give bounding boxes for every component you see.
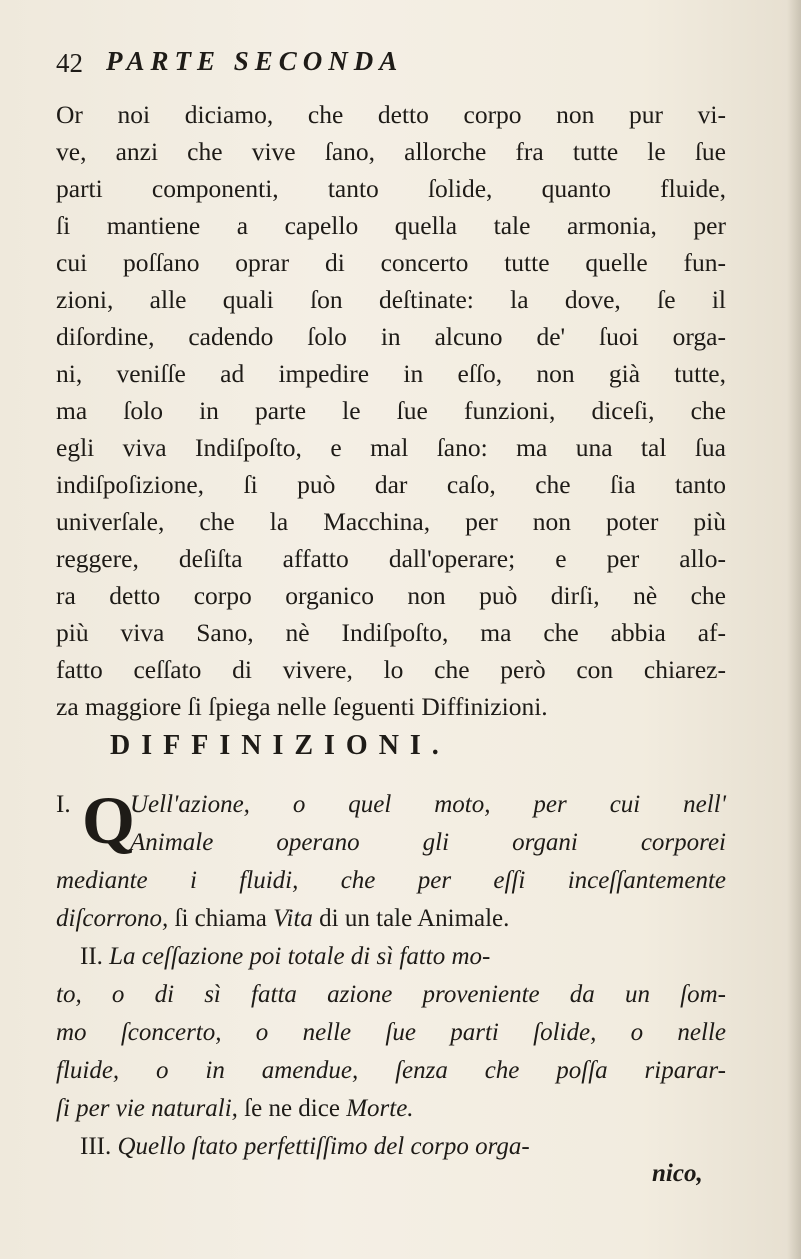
definition-text: diſcorrono, — [56, 905, 169, 932]
definitions-list — [56, 782, 726, 1166]
definition-text: La ceſſazione poi totale di sì fatto mo- — [109, 943, 491, 970]
definition-term: Vita — [273, 905, 313, 932]
definition-line: Animale operano gli organi corporei — [130, 829, 726, 856]
running-head: PARTE SECONDA — [106, 46, 404, 76]
text-line: più viva Sano, nè Indiſpoſto, ma che abbia af- — [56, 618, 726, 647]
definition-line — [56, 900, 726, 938]
definition-number: I. — [56, 791, 71, 818]
text-line: zioni, alle quali ſon deſtinate: la dove, ſe il — [56, 285, 726, 314]
text-line: indiſpoſizione, ſi può dar caſo, che ſia tanto — [56, 470, 726, 499]
definition-text: ſi per vie naturali, — [56, 1095, 238, 1122]
definition-text: ſi chiama — [168, 905, 274, 932]
catchword: nico, — [652, 1160, 703, 1187]
page-header — [56, 44, 696, 84]
definition-line — [56, 938, 726, 976]
definition-text: ſe ne dice — [237, 1095, 347, 1122]
text-line: univerſale, che la Macchina, per non poter più — [56, 507, 726, 536]
text-line: reggere, deſiſta affatto dall'operare; e per allo- — [56, 544, 726, 573]
text-line: diſordine, cadendo ſolo in alcuno de' ſuoi orga- — [56, 322, 726, 351]
definition-line — [56, 1128, 726, 1166]
definition-text: di un tale Animale. — [312, 905, 510, 932]
drop-cap: Q — [82, 782, 135, 858]
section-title: DIFFINIZIONI. — [110, 730, 450, 761]
text-line: ma ſolo in parte le ſue funzioni, diceſi, che — [56, 396, 726, 425]
text-line: parti componenti, tanto ſolide, quanto fluide, — [56, 174, 726, 203]
definition-term: Morte. — [346, 1095, 414, 1122]
text-line: ſi mantiene a capello quella tale armonia, per — [56, 211, 726, 240]
page-number: 42 — [56, 48, 83, 78]
text-line: ve, anzi che vive ſano, allorche fra tutte le ſue — [56, 137, 726, 166]
definition-line: mediante i fluidi, che per eſſi inceſſantemente — [56, 867, 726, 894]
definition-line: fluide, o in amendue, ſenza che poſſa riparar- — [56, 1057, 726, 1084]
main-paragraph — [56, 96, 726, 725]
text-line: ra detto corpo organico non può dirſi, nè che — [56, 581, 726, 610]
definition-1 — [56, 782, 726, 900]
text-line: egli viva Indiſpoſto, e mal ſano: ma una tal ſua — [56, 433, 726, 462]
text-line: cui poſſano oprar di concerto tutte quelle fun- — [56, 248, 726, 277]
definition-line: to, o di sì fatta azione proveniente da un ſom- — [56, 981, 726, 1008]
text-line: za maggiore ſi ſpiega nelle ſeguenti Diffinizioni. — [56, 692, 548, 721]
definition-line: mo ſconcerto, o nelle ſue parti ſolide, o nelle — [56, 1019, 726, 1046]
text-line: Or noi diciamo, che detto corpo non pur vi- — [56, 100, 726, 129]
page-edge-shadow — [787, 0, 801, 1259]
definition-number: III. — [80, 1133, 112, 1160]
definition-number: II. — [80, 943, 103, 970]
definition-text: Quello ſtato perfettiſſimo del corpo orga- — [117, 1133, 530, 1160]
definition-line: Uell'azione, o quel moto, per cui nell' — [130, 791, 726, 818]
text-line: fatto ceſſato di vivere, lo che però con chiarez- — [56, 655, 726, 684]
definition-line — [56, 1090, 726, 1128]
text-line: ni, veniſſe ad impedire in eſſo, non già tutte, — [56, 359, 726, 388]
